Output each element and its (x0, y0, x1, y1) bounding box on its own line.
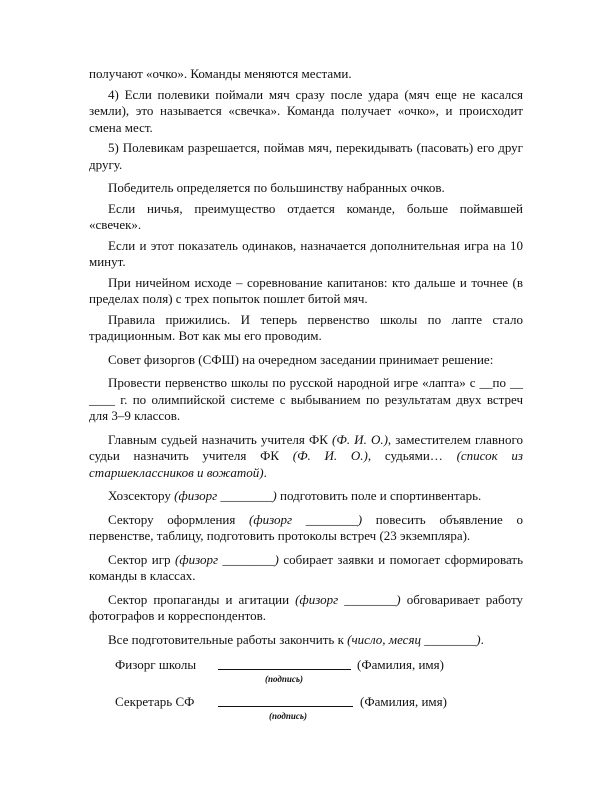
paragraph: Провести первенство школы по русской народной игре «лапта» с __по __ ____ г. по олимпийской системе с выбыванием по результатам двух встреч для 3–9 классов. (89, 375, 523, 423)
document-page (89, 66, 523, 722)
signature-caption-row (89, 710, 523, 722)
paragraph: 5) Полевикам разрешается, поймав мяч, перекидывать (пасовать) его друг другу. (89, 140, 523, 172)
signature-line (218, 669, 351, 670)
paragraph-games (89, 552, 523, 585)
text-run: Хозсектору (108, 488, 175, 503)
signature-label: Физорг школы (115, 657, 197, 672)
paragraph-deadline (89, 632, 523, 649)
paragraph: получают «очко». Команды меняются местами. (89, 66, 352, 81)
signature-role: (Фамилия, имя) (360, 694, 447, 709)
italic-run: (физорг ________) (174, 488, 277, 503)
signature-caption: (подпись) (265, 674, 303, 684)
signature-row (89, 656, 523, 673)
text-run: Сектор игр (108, 551, 176, 567)
signature-caption: (подпись) (269, 711, 307, 721)
text-run: собирает заявки и помогает сформировать команды в классах. (89, 551, 523, 583)
italic-run: (список из старшеклассников и вожатой) (89, 448, 523, 480)
signature-role: (Фамилия, имя) (357, 657, 444, 672)
italic-run: (число, месяц ________) (347, 631, 481, 647)
italic-run: (физорг ________) (175, 551, 279, 567)
signature-label: Секретарь СФ (115, 694, 195, 709)
italic-run: (Ф. И. О.) (332, 431, 388, 447)
signature-line (218, 706, 353, 707)
text-run: . (480, 631, 484, 647)
text-run: Сектору оформления (108, 511, 250, 527)
paragraph: Если ничья, преимущество отдается команде, больше поймавшей «свечек». (89, 200, 523, 232)
text-run: обговаривает работу фотографов и корреспондентов. (89, 591, 523, 623)
paragraph: Победитель определяется по большинству набранных очков. (108, 180, 445, 195)
paragraph-promotion (89, 592, 523, 625)
signature-caption-row (89, 673, 523, 685)
text-run: подготовить поле и спортинвентарь. (276, 488, 482, 503)
text-run: . (263, 464, 267, 480)
text-run: Все подготовительные работы закончить к (108, 631, 348, 647)
italic-run: (физорг ________) (249, 511, 363, 527)
text-run: , судьями… (367, 448, 457, 463)
paragraph-facilities (89, 488, 523, 505)
text-run: Сектор пропаганды и агитации (108, 591, 296, 607)
paragraph: 4) Если полевики поймали мяч сразу после удара (мяч еще не касался земли), это называется «свечка». Команда получает «очко», и происходит смена мест. (89, 86, 523, 135)
italic-run: (физорг ________) (295, 591, 401, 607)
paragraph: Совет физоргов (СФШ) на очередном заседании принимает решение: (108, 351, 494, 367)
signature-row (89, 693, 523, 710)
text-run: , заместителем главного судьи назначить учителя ФК (89, 431, 524, 463)
paragraph-judges (89, 432, 523, 482)
paragraph: Правила прижились. И теперь первенство школы по лапте стало традиционным. Вот как мы его проводим. (89, 311, 523, 343)
paragraph: При ничейном исходе – соревнование капитанов: кто дальше и точнее (в пределах поля) с трех попыток пошлет битой мяч. (89, 274, 523, 306)
italic-run: (Ф. И. О.) (292, 448, 368, 463)
paragraph-design (89, 512, 523, 545)
text-run: повесить объявление о первенстве, таблицу, подготовить протоколы встреч (23 экземпляра). (89, 511, 523, 543)
text-run: Главным судьей назначить учителя ФК (108, 431, 333, 447)
paragraph: Если и этот показатель одинаков, назначается дополнительная игра на 10 минут. (89, 237, 523, 269)
